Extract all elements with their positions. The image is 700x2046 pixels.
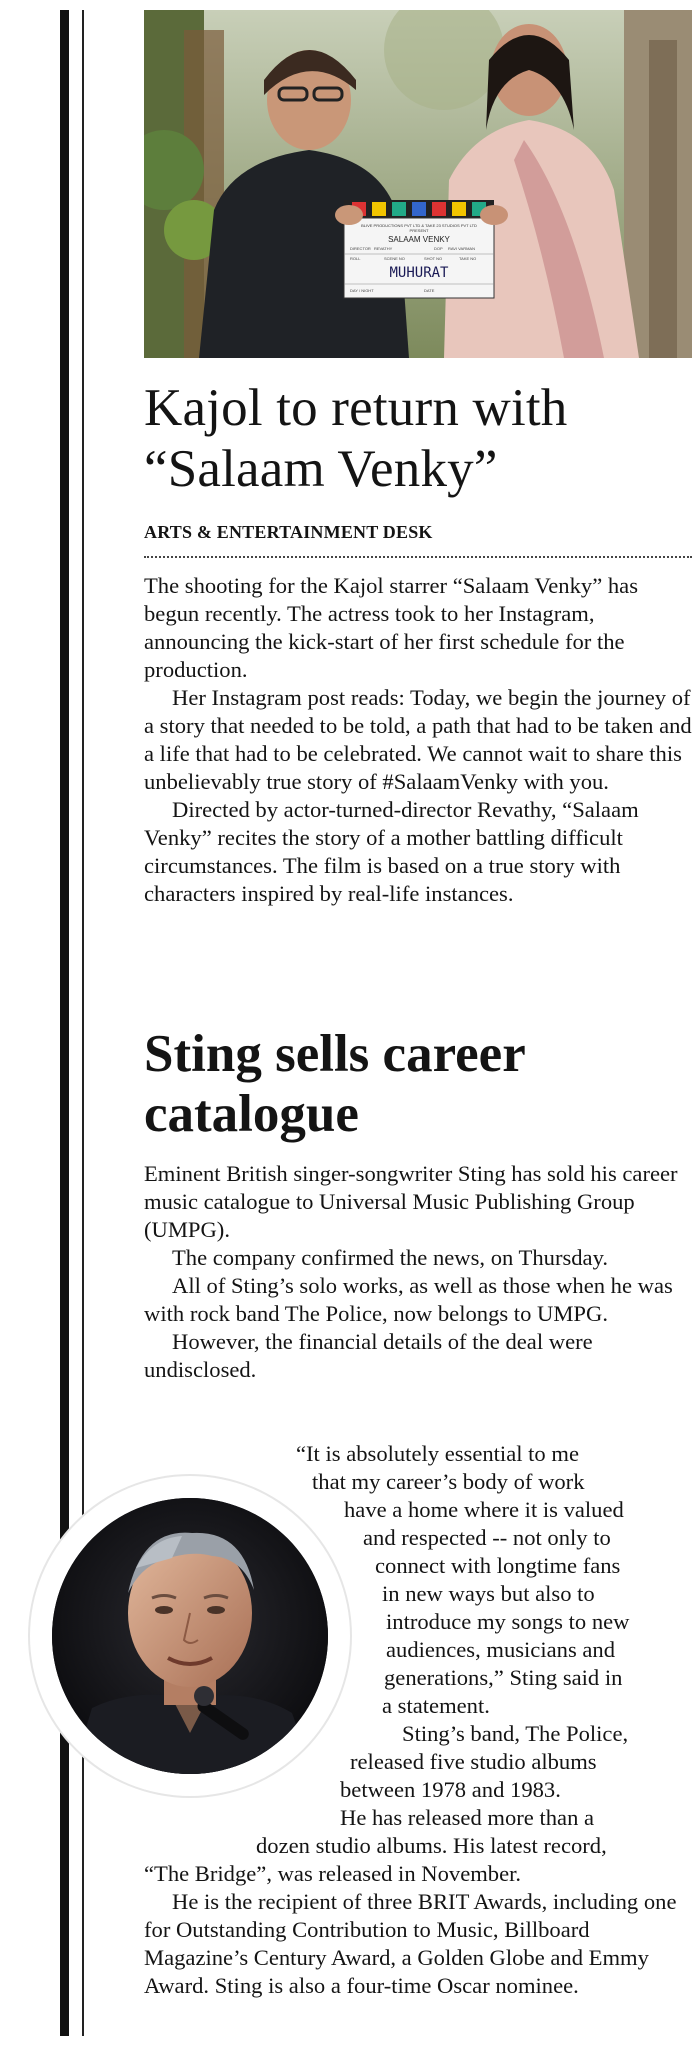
article2-paragraph: “The Bridge”, was released in November.: [144, 1861, 522, 1886]
article1-body: [144, 572, 694, 908]
wrap-line: between 1978 and 1983.: [340, 1777, 561, 1802]
wrap-line: connect with longtime fans: [375, 1553, 621, 1578]
wrap-line: introduce my songs to new: [386, 1609, 630, 1634]
clapboard-dop-value: RAVI VARMAN: [448, 246, 475, 251]
clapboard-handwritten: MUHURAT: [389, 265, 449, 281]
clapboard-small-2: PRESENT: [409, 228, 429, 233]
article1-headline-line1: Kajol to return with: [144, 379, 568, 437]
article2-paragraph: He is the recipient of three BRIT Awards, including one for Outstanding Contribution to Music, Billboard Magazine’s Century Award, a Golden Globe and Emmy Award. Sting is also a four-time Oscar nominee.: [144, 1889, 677, 1998]
article2-headline-line1: Sting sells career: [144, 1025, 526, 1083]
article2-paragraph: Eminent British singer-songwriter Sting has sold his career music catalogue to Universal Music Publishing Group (UMPG).: [144, 1161, 678, 1242]
wrap-line: a statement.: [382, 1693, 490, 1718]
article2-tail: [144, 1860, 694, 2000]
clapboard-shot-label: SHOT NO: [424, 256, 443, 261]
clapboard-dop-label: DOP: [434, 246, 443, 251]
wrap-line: He has released more than a: [340, 1805, 595, 1830]
clapboard-take-label: TAKE NO: [459, 256, 477, 261]
article2-headline: [144, 1024, 684, 1144]
article2-paragraph: However, the financial details of the deal were undisclosed.: [144, 1329, 593, 1382]
wrap-line: released five studio albums: [350, 1749, 597, 1774]
article1-headline: [144, 378, 684, 500]
dotted-divider: [144, 556, 692, 558]
wrap-line: in new ways but also to: [382, 1581, 595, 1606]
clapboard-director-label: DIRECTOR: [350, 246, 371, 251]
clapboard-roll-label: ROLL: [350, 256, 361, 261]
article2-paragraph: All of Sting’s solo works, as well as those when he was with rock band The Police, now belongs to UMPG.: [144, 1273, 673, 1326]
article1-headline-line2: “Salaam Venky”: [144, 440, 498, 498]
article2-headline-line2: catalogue: [144, 1085, 359, 1143]
article1-photo: [144, 10, 692, 358]
article1-paragraph: Her Instagram post reads: Today, we begin the journey of a story that needed to be told, a path that had to be taken and a life that had to be celebrated. We cannot wait to share this unbelievably true story of #SalaamVenky with you.: [144, 685, 692, 794]
sting-portrait-image: [52, 1498, 328, 1774]
article1-paragraph: Directed by actor-turned-director Revathy, “Salaam Venky” recites the story of a mother battling difficult circumstances. The film is based on a true story with characters inspired by real-life instances.: [144, 797, 639, 906]
clapboard-director-value: REVATHY: [374, 246, 393, 251]
clapboard-day-label: DAY / NIGHT: [350, 288, 374, 293]
wrap-line: Sting’s band, The Police,: [402, 1721, 629, 1746]
wrap-line: “It is absolutely essential to me: [296, 1441, 579, 1466]
clapboard-date-label: DATE: [424, 288, 435, 293]
article2-body: [144, 1160, 694, 1384]
wrap-line: have a home where it is valued: [344, 1497, 624, 1522]
wrap-line: dozen studio albums. His latest record,: [256, 1833, 607, 1858]
sting-portrait: [30, 1476, 350, 1796]
wrap-line: that my career’s body of work: [312, 1469, 585, 1494]
wrap-line: generations,” Sting said in: [384, 1665, 623, 1690]
article1-desk: ARTS & ENTERTAINMENT DESK: [144, 522, 433, 542]
clapboard-small-1: BLIVE PRODUCTIONS PVT LTD & TAKE 23 STUDIOS PVT LTD: [361, 223, 477, 228]
wrap-line: and respected -- not only to: [363, 1525, 611, 1550]
clapboard-title: SALAAM VENKY: [388, 235, 450, 244]
wrap-line: audiences, musicians and: [386, 1637, 616, 1662]
article2-paragraph: The company confirmed the news, on Thursday.: [172, 1245, 609, 1270]
clapboard-scene-label: SCENE NO: [384, 256, 405, 261]
article1-paragraph: The shooting for the Kajol starrer “Salaam Venky” has begun recently. The actress took to her Instagram, announcing the kick-start of her first schedule for the production.: [144, 573, 638, 682]
